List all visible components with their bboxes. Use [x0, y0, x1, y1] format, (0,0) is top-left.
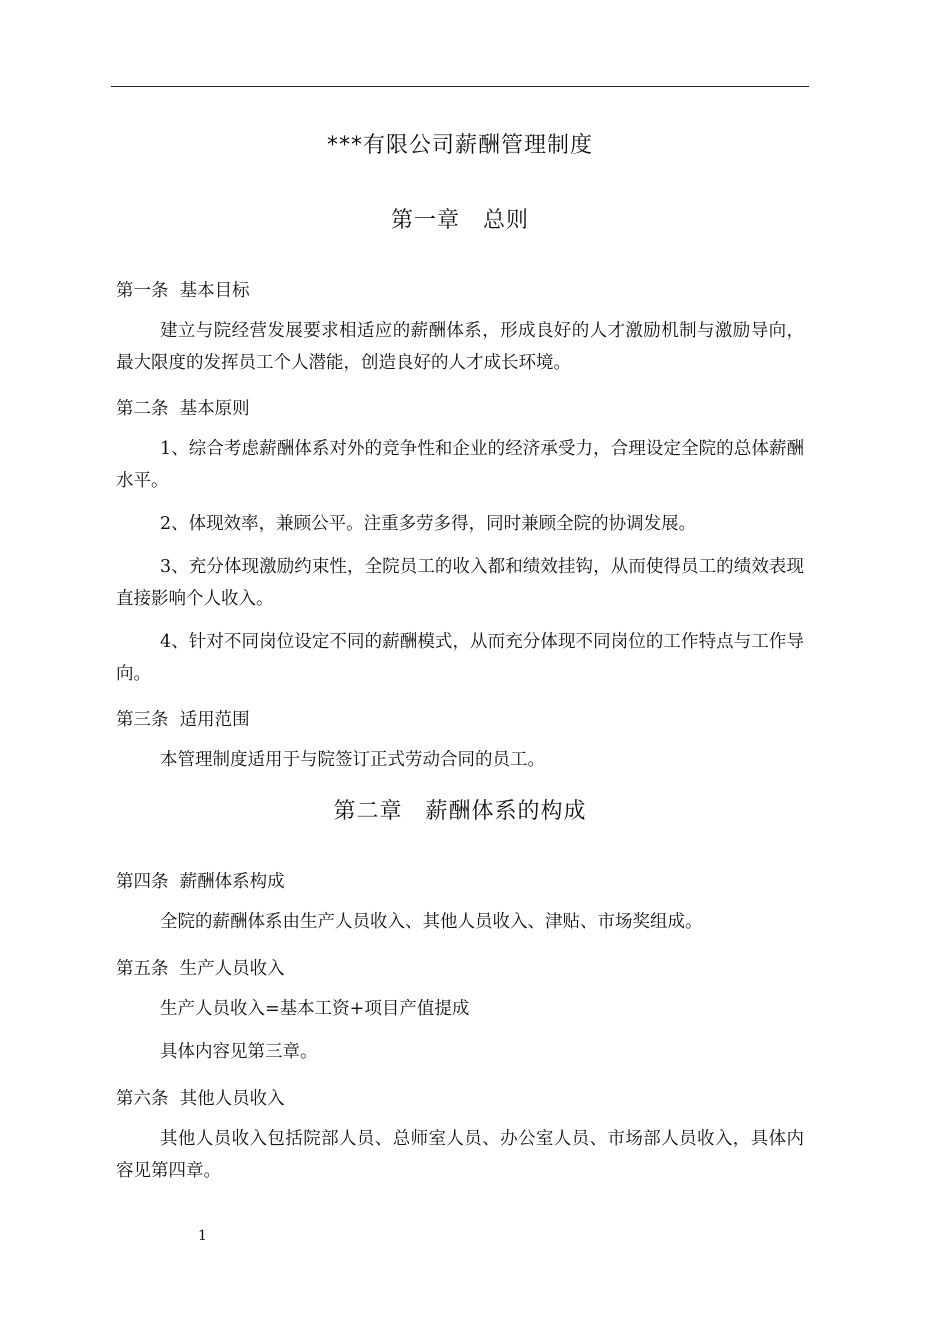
article-5-formula: 生产人员收入=基本工资+项目产值提成 — [160, 999, 470, 1019]
article-1-paragraph: 建立与院经营发展要求相适应的薪酬体系，形成良好的人才激励机制与激励导向，最大限度的发挥员工个人潜能，创造良好的人才成长环境。 — [116, 321, 804, 373]
article-5-heading: 第五条 生产人员收入 — [116, 959, 285, 979]
article-3-paragraph: 本管理制度适用于与院签订正式劳动合同的员工。 — [160, 750, 545, 770]
article-2-item-3: 3、充分体现激励约束性，全院员工的收入都和绩效挂钩，从而使得员工的绩效表现直接影响个人收入。 — [116, 557, 804, 609]
article-1-heading: 第一条 基本目标 — [116, 281, 250, 301]
article-3-heading: 第三条 适用范围 — [116, 710, 250, 730]
article-6-heading: 第六条 其他人员收入 — [116, 1089, 285, 1109]
header-rule — [111, 86, 809, 87]
page-number: 1 — [198, 1228, 207, 1244]
article-4-heading: 第四条 薪酬体系构成 — [116, 872, 285, 892]
chapter-1-heading: 第一章 总则 — [390, 208, 529, 233]
document-title: ***有限公司薪酬管理制度 — [326, 133, 593, 158]
chapter-2-heading: 第二章 薪酬体系的构成 — [333, 799, 587, 824]
article-2-heading: 第二条 基本原则 — [116, 399, 250, 419]
article-5-reference: 具体内容见第三章。 — [160, 1042, 318, 1062]
article-2-item-2: 2、体现效率，兼顾公平。注重多劳多得，同时兼顾全院的协调发展。 — [160, 514, 697, 534]
article-4-paragraph: 全院的薪酬体系由生产人员收入、其他人员收入、津贴、市场奖组成。 — [160, 912, 703, 932]
article-2-item-1: 1、综合考虑薪酬体系对外的竞争性和企业的经济承受力，合理设定全院的总体薪酬水平。 — [116, 439, 804, 491]
article-6-paragraph: 其他人员收入包括院部人员、总师室人员、办公室人员、市场部人员收入，具体内容见第四章。 — [116, 1129, 804, 1181]
article-2-item-4: 4、针对不同岗位设定不同的薪酬模式，从而充分体现不同岗位的工作特点与工作导向。 — [116, 632, 804, 684]
